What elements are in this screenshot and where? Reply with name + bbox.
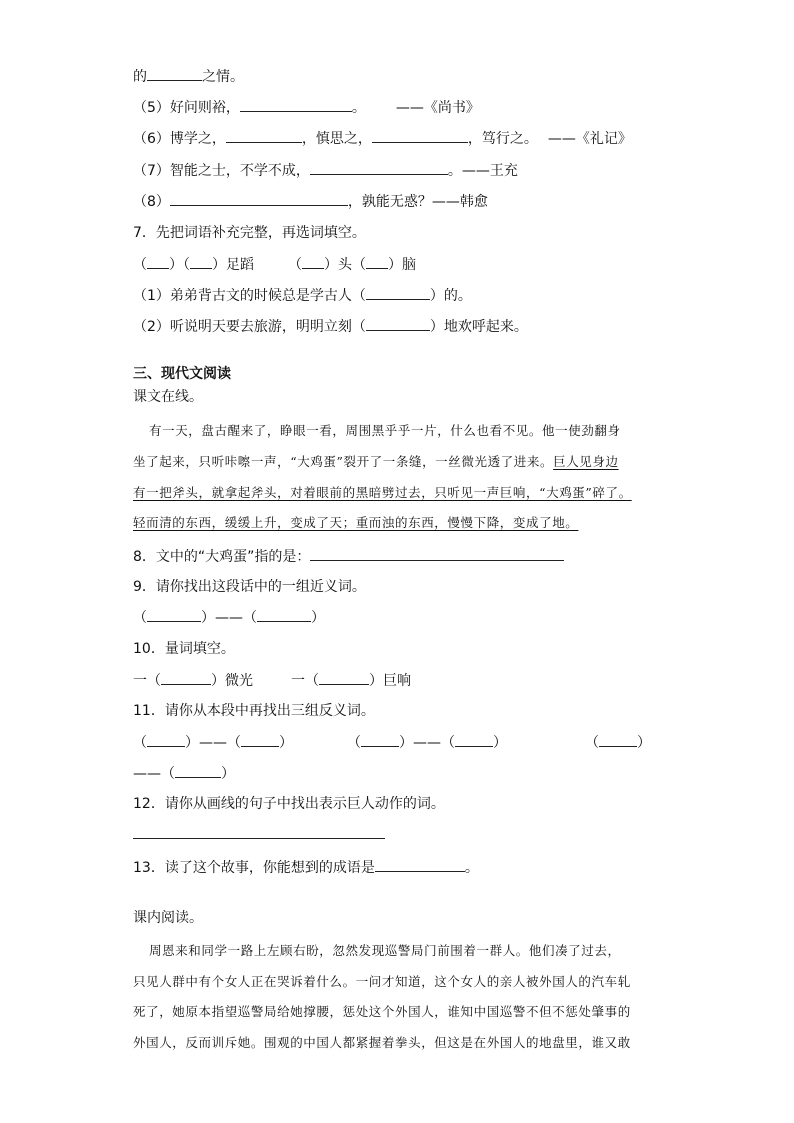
- text-fragment: 的: [133, 69, 147, 85]
- text-fragment: （8）: [133, 194, 170, 210]
- answer-blank[interactable]: [133, 824, 385, 839]
- text-fragment: 。: [351, 100, 366, 116]
- source-citation: ——《尚书》: [395, 100, 480, 116]
- text-fragment: 一（: [133, 673, 161, 689]
- question-10-answer: [133, 670, 411, 691]
- answer-blank[interactable]: [375, 857, 465, 872]
- text-fragment: （: [585, 735, 599, 751]
- text-fragment: （: [133, 735, 147, 751]
- question-8-egg: [133, 546, 564, 567]
- answer-blank[interactable]: [147, 607, 201, 622]
- question-9-answer: [133, 607, 325, 628]
- section-heading: 三、现代文阅读: [133, 366, 231, 382]
- text-fragment: ）足蹈: [212, 257, 254, 273]
- answer-blank[interactable]: [302, 254, 324, 269]
- answer-blank[interactable]: [257, 607, 311, 622]
- answer-blank[interactable]: [366, 285, 430, 300]
- text-fragment: ）——（: [185, 735, 241, 751]
- text-fragment: （2）听说明天要去旅游，明明立刻（: [133, 319, 366, 335]
- question-7-title: 7．先把词语补充完整，再选词填空。: [133, 225, 366, 241]
- answer-blank[interactable]: [240, 97, 352, 112]
- answer-blank[interactable]: [190, 254, 212, 269]
- passage-line: 外国人，反而训斥她。围观的中国人都紧握着拳头，但这是在外国人的地盘里，谁又敢: [133, 1035, 631, 1050]
- text-fragment: （: [133, 610, 147, 626]
- question-12: 12．请你从画线的句子中找出表示巨人动作的词。: [133, 796, 445, 812]
- question-7-1: [133, 285, 472, 306]
- answer-blank[interactable]: [241, 732, 279, 747]
- passage-text: 坐了起来，只听咔嚓一声，“大鸡蛋”裂开了一条缝，一丝微光透了进来。: [133, 454, 554, 469]
- text-fragment: ）: [493, 735, 507, 751]
- text-fragment: 一（: [291, 673, 319, 689]
- underlined-sentence: 有一把斧头，就拿起斧头，对着眼前的黑暗劈过去，只听见一声巨响，“大鸡蛋”碎了。: [133, 485, 632, 500]
- question-7-words: [133, 254, 416, 275]
- question-11-answers: [133, 732, 293, 753]
- passage-line: 有一天，盘古醒来了，睁眼一看，周围黑乎乎一片，什么也看不见。他一使劲翻身: [149, 423, 621, 438]
- text-fragment: ——（: [133, 766, 175, 782]
- text-fragment: ，笃行之。: [467, 131, 538, 147]
- answer-blank[interactable]: [455, 732, 493, 747]
- text-fragment: ，孰能无惑？——韩愈: [347, 194, 488, 210]
- underlined-sentence: 巨人见身边: [553, 454, 619, 469]
- text-fragment: 之情。: [202, 69, 244, 85]
- text-fragment: ，慎思之，: [301, 131, 372, 147]
- text-fragment: ）——（: [399, 735, 455, 751]
- text-fragment: （5）好问则裕，: [133, 100, 240, 116]
- answer-blank[interactable]: [319, 670, 369, 685]
- section-subheading: 课内阅读。: [133, 910, 203, 926]
- answer-blank[interactable]: [226, 128, 302, 143]
- question-text: 8．文中的“大鸡蛋”指的是：: [133, 549, 311, 565]
- answer-blank[interactable]: [175, 763, 221, 778]
- answer-blank[interactable]: [147, 66, 202, 81]
- section-subheading: 课文在线。: [133, 389, 203, 405]
- question-text: 13．读了这个故事，你能想到的成语是: [133, 860, 375, 876]
- text-fragment: ）的。: [429, 288, 472, 304]
- text-fragment: ）巨响: [369, 673, 411, 689]
- text-fragment: ）: [637, 735, 651, 751]
- text-fragment: （7）智能之士，不学不成，: [133, 163, 310, 179]
- passage-line: 周恩来和同学一路上左顾右盼，忽然发现巡警局门前围着一群人。他们凑了过去，: [149, 943, 621, 958]
- underlined-sentence: 轻而清的东西，缓缓上升，变成了天；重而浊的东西，慢慢下降，变成了地。: [133, 515, 579, 530]
- text-fragment: ）头（: [324, 257, 366, 273]
- question-7-2: [133, 316, 528, 337]
- text-fragment: ）微光: [211, 673, 253, 689]
- question-11-answers: [133, 763, 235, 784]
- answer-blank[interactable]: [170, 191, 348, 206]
- question-11: 11．请你从本段中再找出三组反义词。: [133, 703, 375, 719]
- question-11-answers: [347, 732, 507, 753]
- passage-line: 只见人群中有个女人正在哭诉着什么。一问才知道，这个女人的亲人被外国人的汽车轧: [133, 974, 631, 989]
- text-fragment: ）（: [169, 257, 190, 273]
- answer-blank[interactable]: [161, 670, 211, 685]
- text-fragment: ）——（: [201, 610, 257, 626]
- answer-blank[interactable]: [599, 732, 637, 747]
- answer-blank[interactable]: [310, 160, 448, 175]
- passage-line: [133, 452, 619, 472]
- question-13: [133, 857, 479, 878]
- text-fragment: ）地欢呼起来。: [429, 319, 528, 335]
- question-6: [133, 128, 632, 149]
- text-fragment: ）: [221, 766, 235, 782]
- answer-blank[interactable]: [366, 254, 388, 269]
- text-fragment: ）: [279, 735, 293, 751]
- source-citation: ——《礼记》: [547, 131, 632, 147]
- question-10: 10．量词填空。: [133, 641, 235, 657]
- answer-blank[interactable]: [361, 732, 399, 747]
- answer-blank[interactable]: [310, 546, 564, 561]
- question-7: [133, 160, 518, 181]
- text-fragment: ）: [311, 610, 325, 626]
- text-fragment: （1）弟弟背古文的时候总是学古人（: [133, 288, 366, 304]
- question-5: [133, 97, 480, 118]
- text-fragment: ）脑: [388, 257, 416, 273]
- text-fragment: （: [347, 735, 361, 751]
- answer-blank[interactable]: [366, 316, 430, 331]
- question-8: [133, 191, 488, 212]
- text-fragment: （: [133, 257, 147, 273]
- text-fragment: 。——王充: [447, 163, 518, 179]
- answer-blank[interactable]: [147, 254, 169, 269]
- text-fragment: （6）博学之，: [133, 131, 226, 147]
- answer-blank[interactable]: [147, 732, 185, 747]
- continued-line: [133, 66, 244, 87]
- question-11-answers: [585, 732, 651, 753]
- question-9: 9．请你找出这段话中的一组近义词。: [133, 579, 366, 595]
- question-12-answer: [133, 824, 385, 845]
- answer-blank[interactable]: [372, 128, 468, 143]
- text-fragment: （: [288, 257, 302, 273]
- passage-line: 死了，她原本指望巡警局给她撑腰，惩处这个外国人，谁知中国巡警不但不惩处肇事的: [133, 1004, 631, 1019]
- text-fragment: 。: [464, 860, 479, 876]
